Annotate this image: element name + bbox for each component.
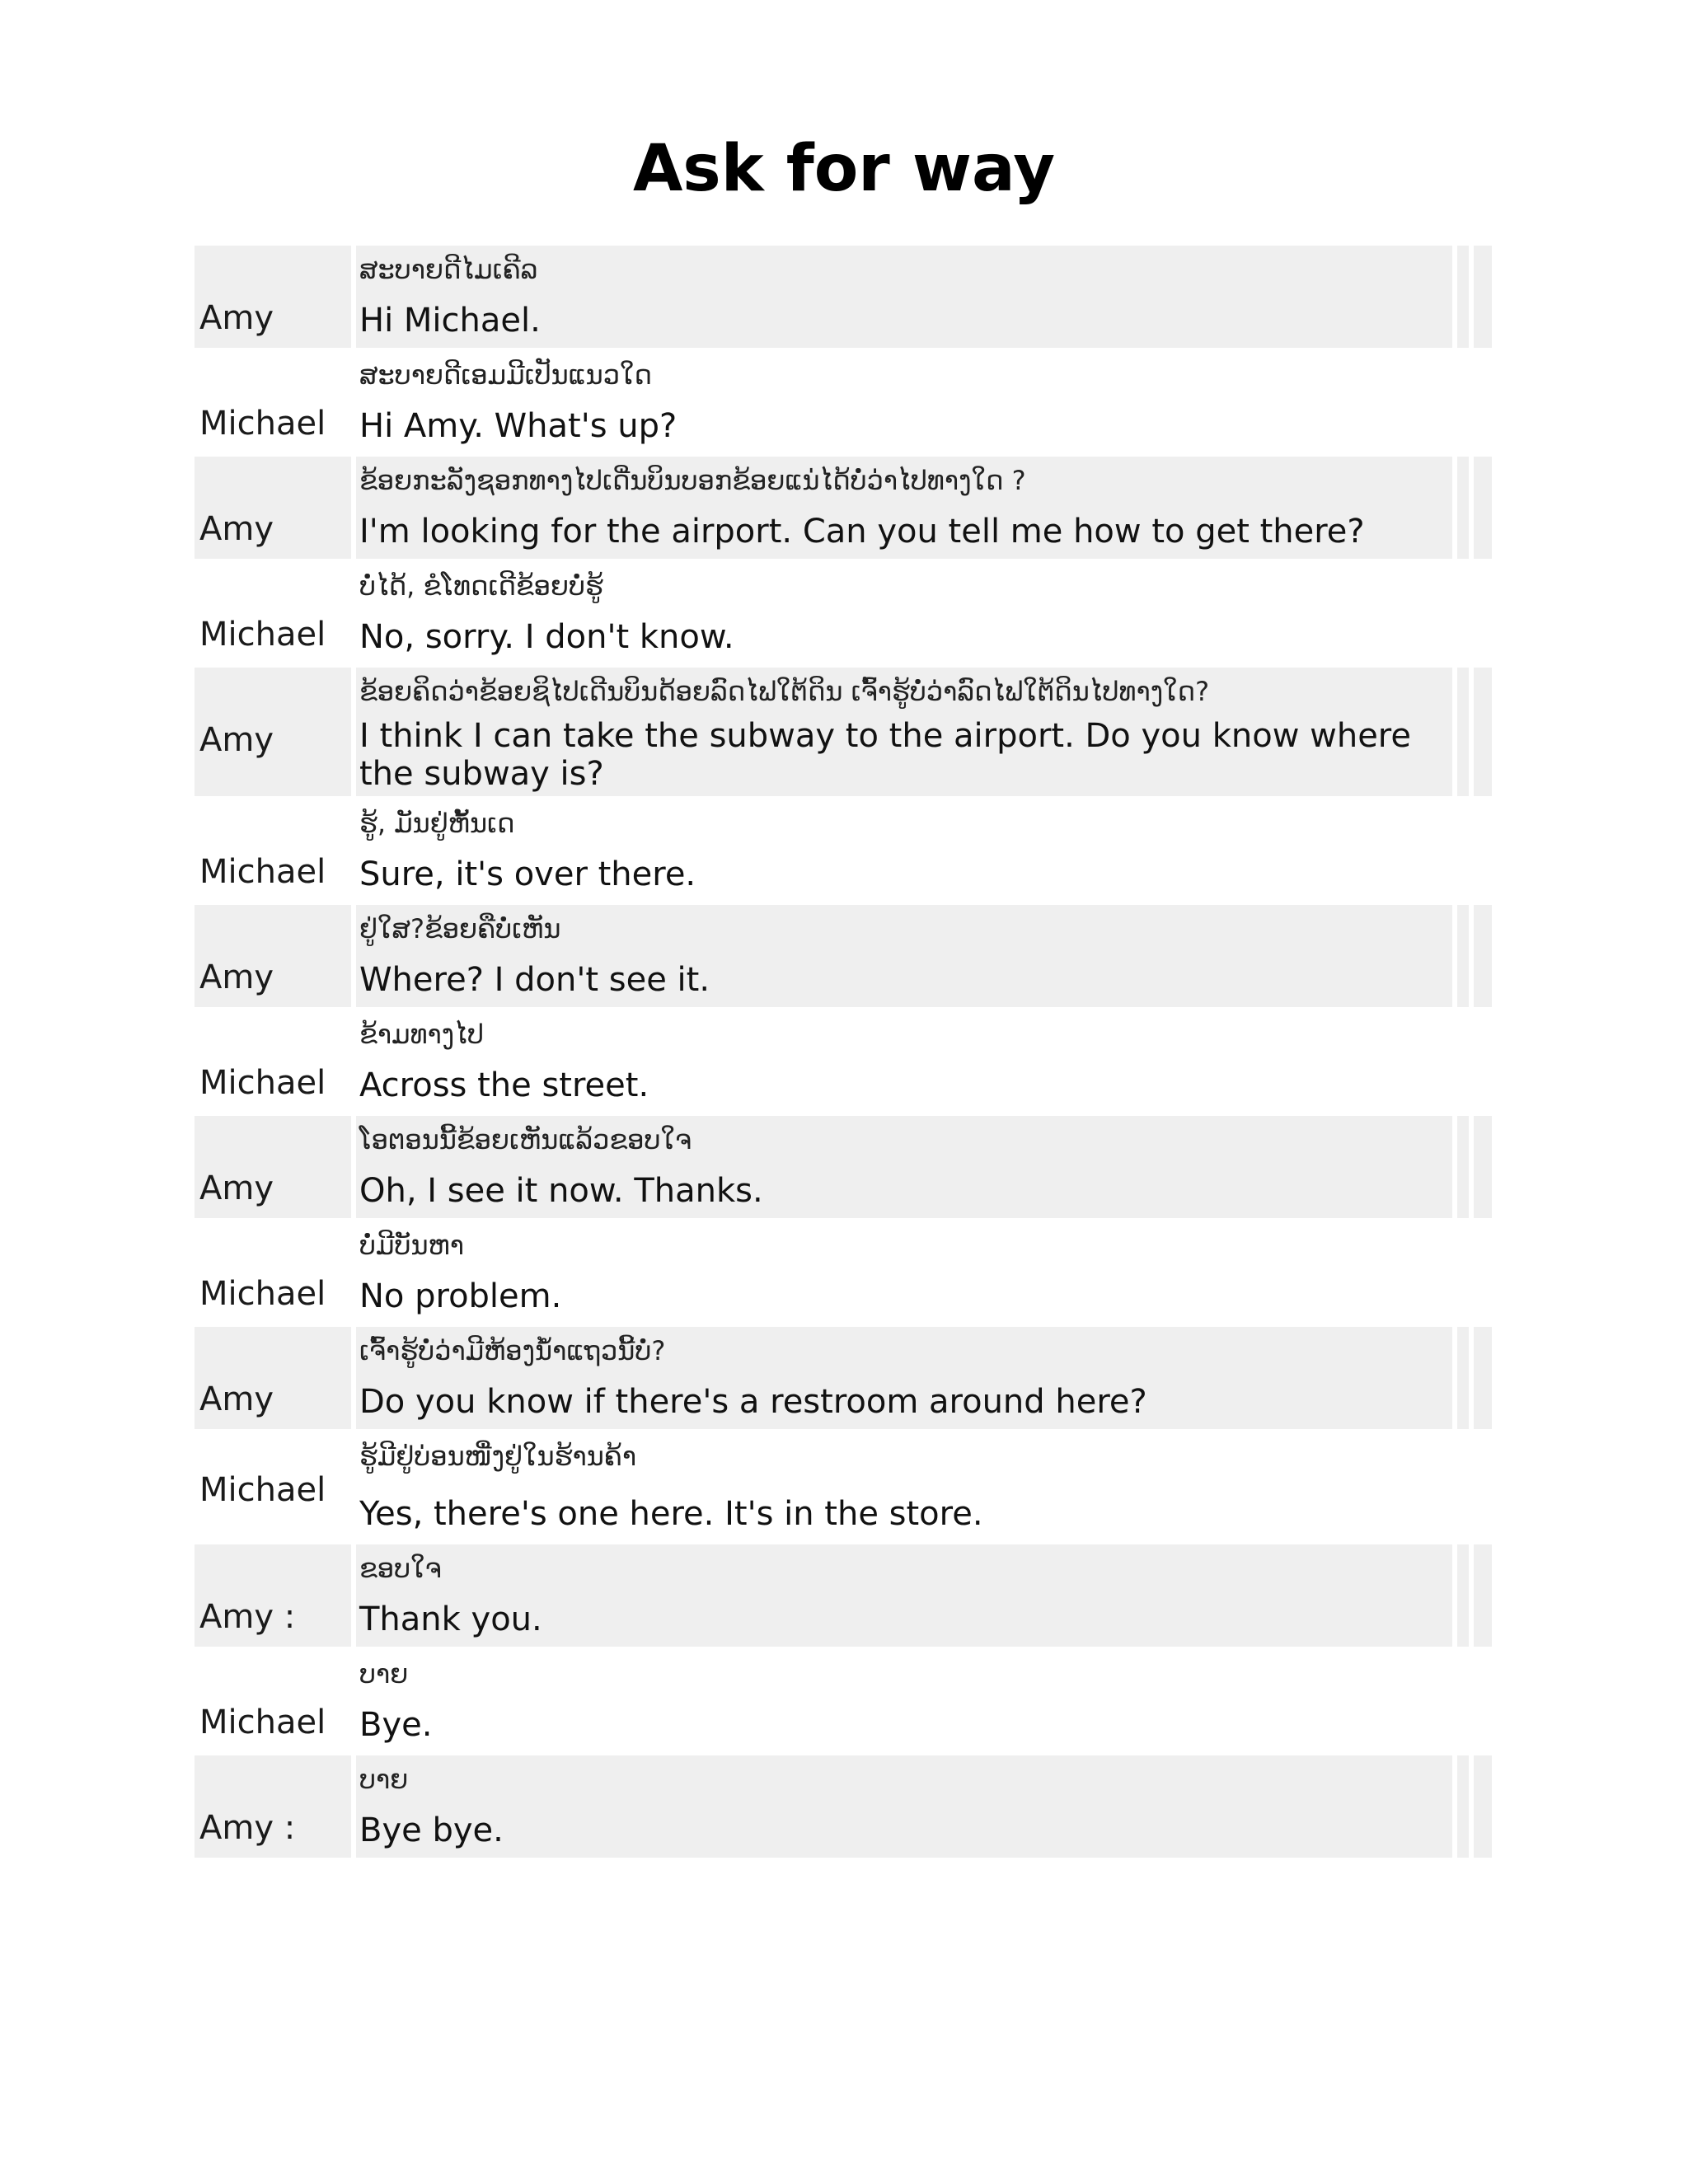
english-line: Sure, it's over there. [359, 855, 696, 893]
speaker-name: Amy [199, 958, 274, 996]
speaker-cell [195, 668, 351, 796]
dialogue-row [195, 246, 1495, 348]
dialogue-row [195, 351, 1495, 453]
dialogue-row [195, 1116, 1495, 1218]
lao-line: ຂ້າມທາງໄປ [359, 1019, 484, 1050]
speaker-name: Amy [199, 299, 274, 337]
speaker-name: Michael [199, 1064, 326, 1102]
speaker-cell [195, 1116, 351, 1218]
speaker-cell [195, 562, 351, 664]
text-cell [356, 799, 1452, 902]
speaker-cell [195, 1755, 351, 1858]
cell-divider [1457, 1544, 1469, 1647]
text-cell [356, 457, 1452, 559]
text-cell [356, 1650, 1452, 1752]
speaker-name: Michael [199, 853, 326, 891]
english-line: Oh, I see it now. Thanks. [359, 1172, 763, 1210]
speaker-cell [195, 1650, 351, 1752]
english-line: Bye. [359, 1706, 433, 1744]
speaker-name: Michael [199, 1275, 326, 1313]
cell-divider [1474, 1116, 1492, 1218]
speaker-cell [195, 1010, 351, 1113]
speaker-cell [195, 905, 351, 1007]
english-line: Yes, there's one here. It's in the store. [359, 1495, 983, 1533]
dialogue-row [195, 1432, 1495, 1541]
speaker-cell [195, 1327, 351, 1429]
dialogue-row [195, 1327, 1495, 1429]
cell-divider [1457, 668, 1469, 796]
speaker-name: Amy [199, 721, 274, 759]
english-line: No, sorry. I don't know. [359, 618, 734, 656]
lao-line: ຮູ້, ມັນຢູ່ຫັ້ນເດ [359, 808, 515, 839]
text-cell [356, 905, 1452, 1007]
cell-divider [1457, 1116, 1469, 1218]
dialogue-row [195, 1010, 1495, 1113]
english-line: Hi Amy. What's up? [359, 407, 678, 445]
text-cell [356, 246, 1452, 348]
speaker-name: Michael [199, 616, 326, 654]
dialogue-row [195, 562, 1495, 664]
dialogue-row [195, 1755, 1495, 1858]
english-line: Across the street. [359, 1066, 649, 1104]
speaker-name: Michael [199, 1471, 326, 1509]
english-line: Bye bye. [359, 1811, 504, 1849]
dialogue-row [195, 1650, 1495, 1752]
lao-line: ຮູ້ມີຢູ່ບ່ອນໜື່ງຢູ່ໃນຮ້ານຄ້າ [359, 1441, 637, 1472]
text-cell [356, 351, 1452, 453]
speaker-name: Amy : [199, 1809, 296, 1847]
lao-line: ບາຍ [359, 1764, 409, 1795]
dialogue-row [195, 1221, 1495, 1324]
text-cell [356, 1432, 1452, 1541]
cell-divider [1457, 1755, 1469, 1858]
speaker-cell [195, 1432, 351, 1541]
speaker-name: Michael [199, 405, 326, 443]
lao-line: ຂ້ອຍຄິດວ່າຂ້ອຍຊິໄປເດີນບິນດ້ອຍລົດໄຟໃຕ້ດິນ ເຈົ້າຮູ້ບໍ່ວ່າລົດໄຟໃຕ້ດິນໄປທາງໃດ? [359, 676, 1210, 707]
cell-divider [1457, 1327, 1469, 1429]
text-cell [356, 562, 1452, 664]
lao-line: ຂ້ອຍກະລັງຊອກທາງໄປເດີ່ນບິນບອກຂ້ອຍແນ່ໄດ້ບໍ່ວ່າໄປທາງໃດ ? [359, 465, 1026, 496]
lao-line: ຂອບໃຈ [359, 1553, 442, 1584]
speaker-cell [195, 1544, 351, 1647]
cell-divider [1457, 246, 1469, 348]
speaker-name: Amy [199, 510, 274, 548]
english-line: Thank you. [359, 1601, 542, 1638]
lao-line: ບໍ່ໄດ້, ຂໍໂທດເດີຂ້ອຍບໍ່ຮູ້ [359, 570, 603, 602]
cell-divider [1474, 246, 1492, 348]
text-cell [356, 668, 1452, 796]
lao-line: ບາຍ [359, 1658, 409, 1690]
english-line: Hi Michael. [359, 302, 541, 340]
dialogue-row [195, 1544, 1495, 1647]
dialogue-row [195, 457, 1495, 559]
speaker-cell [195, 351, 351, 453]
cell-divider [1474, 1327, 1492, 1429]
lao-line: ສະບາຍດີເອມມີເປັນແນວໃດ [359, 359, 652, 391]
speaker-name: Amy [199, 1169, 274, 1207]
lao-line: ບໍ່ມີບັນຫາ [359, 1230, 464, 1261]
lao-line: ສະບາຍດີໄມເຄີລ [359, 254, 538, 285]
text-cell [356, 1010, 1452, 1113]
english-line: Where? I don't see it. [359, 961, 710, 999]
speaker-name: Amy [199, 1380, 274, 1418]
english-line: No problem. [359, 1277, 562, 1315]
text-cell [356, 1221, 1452, 1324]
cell-divider [1457, 457, 1469, 559]
text-cell [356, 1544, 1452, 1647]
text-cell [356, 1327, 1452, 1429]
lao-line: ໂອຕອນນີ້ຂ້ອຍເຫັນແລ້ວຂອບໃຈ [359, 1124, 692, 1155]
english-line: I think I can take the subway to the airport. Do you know where the subway is? [359, 717, 1411, 793]
english-line: Do you know if there's a restroom around here? [359, 1383, 1147, 1421]
lao-line: ເຈົ້າຮູ້ບໍ່ວ່າມີຫ້ອງນໍ້າແຖວນີ້ບໍ່? [359, 1335, 666, 1366]
english-line: I'm looking for the airport. Can you tell me how to get there? [359, 513, 1365, 551]
page-title: Ask for way [632, 132, 1056, 206]
cell-divider [1474, 1544, 1492, 1647]
speaker-cell [195, 1221, 351, 1324]
speaker-cell [195, 799, 351, 902]
speaker-cell [195, 457, 351, 559]
speaker-name: Amy : [199, 1598, 296, 1636]
text-cell [356, 1116, 1452, 1218]
dialogue-row [195, 905, 1495, 1007]
lao-line: ຢູ່ໃສ?ຂ້ອຍຄືບໍ່ເຫັນ [359, 913, 561, 944]
text-cell [356, 1755, 1452, 1858]
cell-divider [1474, 457, 1492, 559]
dialogue-row [195, 799, 1495, 902]
cell-divider [1474, 905, 1492, 1007]
cell-divider [1474, 1755, 1492, 1858]
cell-divider [1474, 668, 1492, 796]
speaker-cell [195, 246, 351, 348]
speaker-name: Michael [199, 1704, 326, 1741]
cell-divider [1457, 905, 1469, 1007]
dialogue-table [195, 246, 1495, 1861]
dialogue-row [195, 668, 1495, 796]
